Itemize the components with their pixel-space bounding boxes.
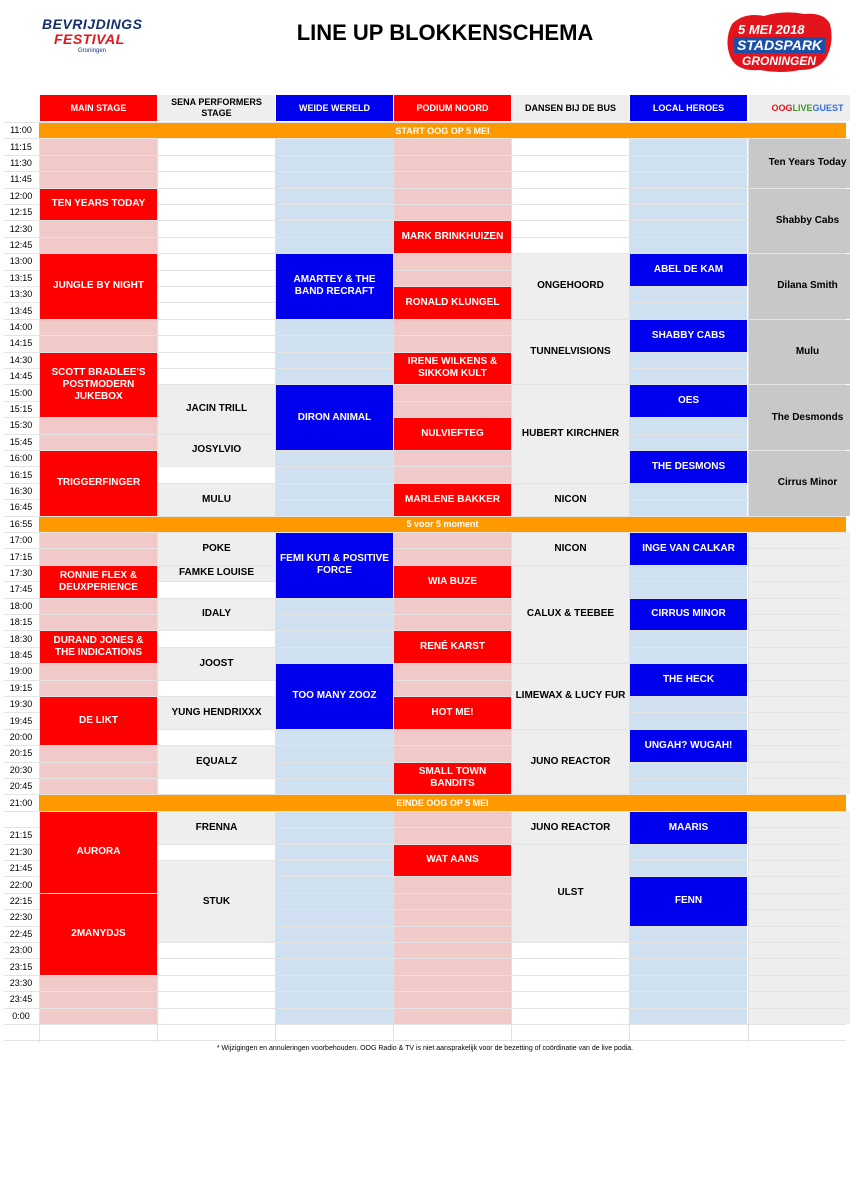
time-label: 18:30 (9, 633, 33, 644)
footnote: * Wijzigingen en annuleringen voorbehouden. OOG Radio & TV is niet aansprakelijk voor de bezetting of coördinatie van de live podia. (216, 1045, 634, 1052)
act-block[interactable]: CIRRUS MINOR (630, 599, 747, 631)
time-label: 16:00 (9, 453, 33, 464)
time-label: 14:30 (9, 354, 33, 365)
time-label: 17:45 (9, 584, 33, 595)
column-background (276, 138, 393, 515)
row-divider (4, 1008, 846, 1009)
time-label: 22:45 (9, 928, 33, 939)
stage-header-part: OOG (771, 102, 793, 113)
act-block[interactable]: WAT AANS (394, 845, 511, 877)
act-block[interactable]: JOSYLVIO (158, 435, 275, 467)
logo-right-venue: STADSPARK (734, 37, 825, 53)
act-block[interactable]: CALUX & TEEBEE (512, 566, 629, 663)
time-label: 20:15 (9, 748, 33, 759)
time-label: 21:30 (9, 846, 33, 857)
time-label: 18:15 (9, 617, 33, 628)
row-divider (4, 155, 846, 156)
act-block[interactable]: RENÉ KARST (394, 631, 511, 663)
act-block[interactable]: EQUALZ (158, 746, 275, 778)
act-block[interactable]: NICON (512, 533, 629, 565)
stage-header-part: GUEST (812, 102, 844, 113)
time-label: 16:30 (9, 485, 33, 496)
time-label: 17:15 (9, 551, 33, 562)
act-block[interactable]: YUNG HENDRIXXX (158, 697, 275, 729)
act-block[interactable]: Shabby Cabs (749, 189, 850, 254)
act-block[interactable]: The Desmonds (749, 385, 850, 450)
row-divider (4, 991, 846, 992)
time-label: 19:30 (9, 699, 33, 710)
stage-header: LOCAL HEROES (630, 95, 747, 121)
act-block[interactable]: TEN YEARS TODAY (40, 189, 157, 221)
act-block[interactable]: IRENE WILKENS & SIKKOM KULT (394, 353, 511, 385)
time-label: 15:15 (9, 403, 33, 414)
time-label (4, 811, 38, 827)
time-label: 16:45 (9, 502, 33, 513)
act-block[interactable]: Ten Years Today (749, 139, 850, 187)
act-block[interactable]: FEMI KUTI & POSITIVE FORCE (276, 533, 393, 598)
act-block[interactable]: OES (630, 385, 747, 417)
time-label: 20:30 (9, 764, 33, 775)
act-block[interactable]: DURAND JONES & THE INDICATIONS (40, 631, 157, 663)
act-block[interactable]: JUNGLE BY NIGHT (40, 254, 157, 319)
logo-left-line2: FESTIVAL (54, 31, 125, 47)
time-label: 12:15 (9, 207, 33, 218)
time-label: 12:00 (9, 190, 33, 201)
act-block[interactable]: STUK (158, 861, 275, 942)
time-label: 14:15 (9, 338, 33, 349)
time-label: 18:00 (9, 600, 33, 611)
time-label: 11:30 (10, 157, 32, 168)
act-block[interactable]: ULST (512, 845, 629, 942)
time-label: 22:00 (9, 879, 33, 890)
time-label: 17:30 (9, 567, 33, 578)
act-block[interactable]: UNGAH? WUGAH! (630, 730, 747, 762)
time-label: 17:00 (9, 535, 33, 546)
time-label: 22:30 (9, 912, 33, 923)
act-block[interactable]: MAARIS (630, 812, 747, 844)
schedule-band: EINDE OOG OP 5 MEI (39, 795, 846, 810)
time-label: 13:45 (9, 305, 33, 316)
act-block[interactable]: Cirrus Minor (749, 451, 850, 516)
act-block[interactable]: SHABBY CABS (630, 320, 747, 352)
act-block[interactable]: AURORA (40, 812, 157, 893)
act-block[interactable]: DE LIKT (40, 697, 157, 745)
time-label: 19:15 (9, 682, 33, 693)
row-divider (4, 171, 846, 172)
time-label: 16:55 (9, 518, 33, 529)
time-label: 13:30 (9, 289, 33, 300)
time-label: 18:45 (9, 649, 33, 660)
time-label: 12:30 (9, 223, 33, 234)
time-label: 15:30 (9, 420, 33, 431)
act-block[interactable]: FRENNA (158, 812, 275, 844)
schedule-band: 5 voor 5 moment (39, 517, 846, 532)
act-block[interactable]: DIRON ANIMAL (276, 385, 393, 450)
act-block[interactable]: MULU (158, 484, 275, 516)
time-label: 15:00 (9, 387, 33, 398)
time-label: 21:15 (9, 830, 33, 841)
act-block[interactable]: 2MANYDJS (40, 894, 157, 975)
act-block[interactable]: NICON (512, 484, 629, 516)
time-label: 14:45 (9, 371, 33, 382)
act-block[interactable]: MARK BRINKHUIZEN (394, 221, 511, 253)
act-block[interactable]: SCOTT BRADLEE'S POSTMODERN JUKEBOX (40, 353, 157, 418)
row-divider (4, 1040, 846, 1041)
time-label: 23:00 (9, 945, 33, 956)
act-block[interactable]: THE HECK (630, 664, 747, 696)
act-block[interactable]: FAMKE LOUISE (158, 566, 275, 581)
act-block[interactable]: HUBERT KIRCHNER (512, 385, 629, 482)
time-label: 13:15 (9, 272, 33, 283)
act-block[interactable]: ONGEHOORD (512, 254, 629, 319)
act-block[interactable]: ABEL DE KAM (630, 254, 747, 286)
act-block[interactable]: JUNO REACTOR (512, 730, 629, 795)
act-block[interactable]: POKE (158, 533, 275, 565)
logo-right-city: GRONINGEN (742, 54, 817, 68)
logo-left-line3: Groningen (78, 48, 107, 54)
stage-header: DANSEN BIJ DE BUS (512, 95, 629, 121)
act-block[interactable]: IDALY (158, 599, 275, 631)
time-label: 11:45 (10, 174, 32, 185)
act-block[interactable]: FENN (630, 877, 747, 925)
time-label: 21:45 (9, 863, 33, 874)
act-block[interactable]: NULVIEFTEG (394, 418, 511, 450)
act-block[interactable]: JUNO REACTOR (512, 812, 629, 844)
row-divider (4, 1024, 846, 1025)
act-block[interactable]: THE DESMONS (630, 451, 747, 483)
schedule-band: START OOG OP 5 MEI (39, 123, 846, 138)
time-label: 11:00 (10, 125, 32, 136)
act-block[interactable]: HOT ME! (394, 697, 511, 729)
row-divider (4, 975, 846, 976)
act-block[interactable]: JOOST (158, 648, 275, 680)
logo-left-line1: BEVRIJDINGS (42, 16, 143, 32)
stage-header: MAIN STAGE (40, 95, 157, 121)
time-label (4, 1024, 38, 1040)
act-block[interactable]: RONNIE FLEX & DEUXPERIENCE (40, 566, 157, 598)
logo-right-date: 5 MEI 2018 (738, 22, 805, 37)
time-label: 13:00 (9, 256, 33, 267)
page-title: LINE UP BLOKKENSCHEMA (296, 20, 594, 45)
time-label: 11:15 (10, 141, 32, 152)
act-block[interactable]: Dilana Smith (749, 254, 850, 319)
time-label: 23:30 (9, 977, 33, 988)
row-divider (4, 138, 846, 139)
act-block[interactable]: TUNNELVISIONS (512, 320, 629, 385)
time-label: 21:00 (9, 797, 33, 808)
time-label: 19:00 (9, 666, 33, 677)
stage-header (749, 95, 850, 121)
time-label: 20:00 (9, 731, 33, 742)
act-block[interactable]: TOO MANY ZOOZ (276, 664, 393, 729)
time-label: 15:45 (9, 436, 33, 447)
stage-header: WEIDE WERELD (276, 95, 393, 121)
time-label: 14:00 (9, 321, 33, 332)
time-label: 19:45 (9, 715, 33, 726)
act-block[interactable]: WIA BUZE (394, 566, 511, 598)
act-block[interactable]: MARLENE BAKKER (394, 484, 511, 516)
act-block[interactable]: AMARTEY & THE BAND RECRAFT (276, 254, 393, 319)
time-label: 12:45 (9, 239, 33, 250)
time-label: 23:15 (9, 961, 33, 972)
time-label: 23:45 (9, 994, 33, 1005)
act-block[interactable]: RONALD KLUNGEL (394, 287, 511, 319)
column-background (394, 138, 511, 515)
act-block[interactable]: JACIN TRILL (158, 385, 275, 433)
time-label: 22:15 (9, 895, 33, 906)
stage-header: SENA PERFORMERS STAGE (158, 95, 275, 121)
act-block[interactable]: INGE VAN CALKAR (630, 533, 747, 565)
stage-header: PODIUM NOORD (394, 95, 511, 121)
stage-header-part: LIVE (792, 102, 813, 113)
act-block[interactable]: Mulu (749, 320, 850, 385)
time-label: 0:00 (12, 1010, 30, 1021)
time-label: 16:15 (9, 469, 33, 480)
act-block[interactable]: TRIGGERFINGER (40, 451, 157, 516)
time-label: 20:45 (9, 781, 33, 792)
act-block[interactable]: LIMEWAX & LUCY FUR (512, 664, 629, 729)
act-block[interactable]: SMALL TOWN BANDITS (394, 763, 511, 795)
